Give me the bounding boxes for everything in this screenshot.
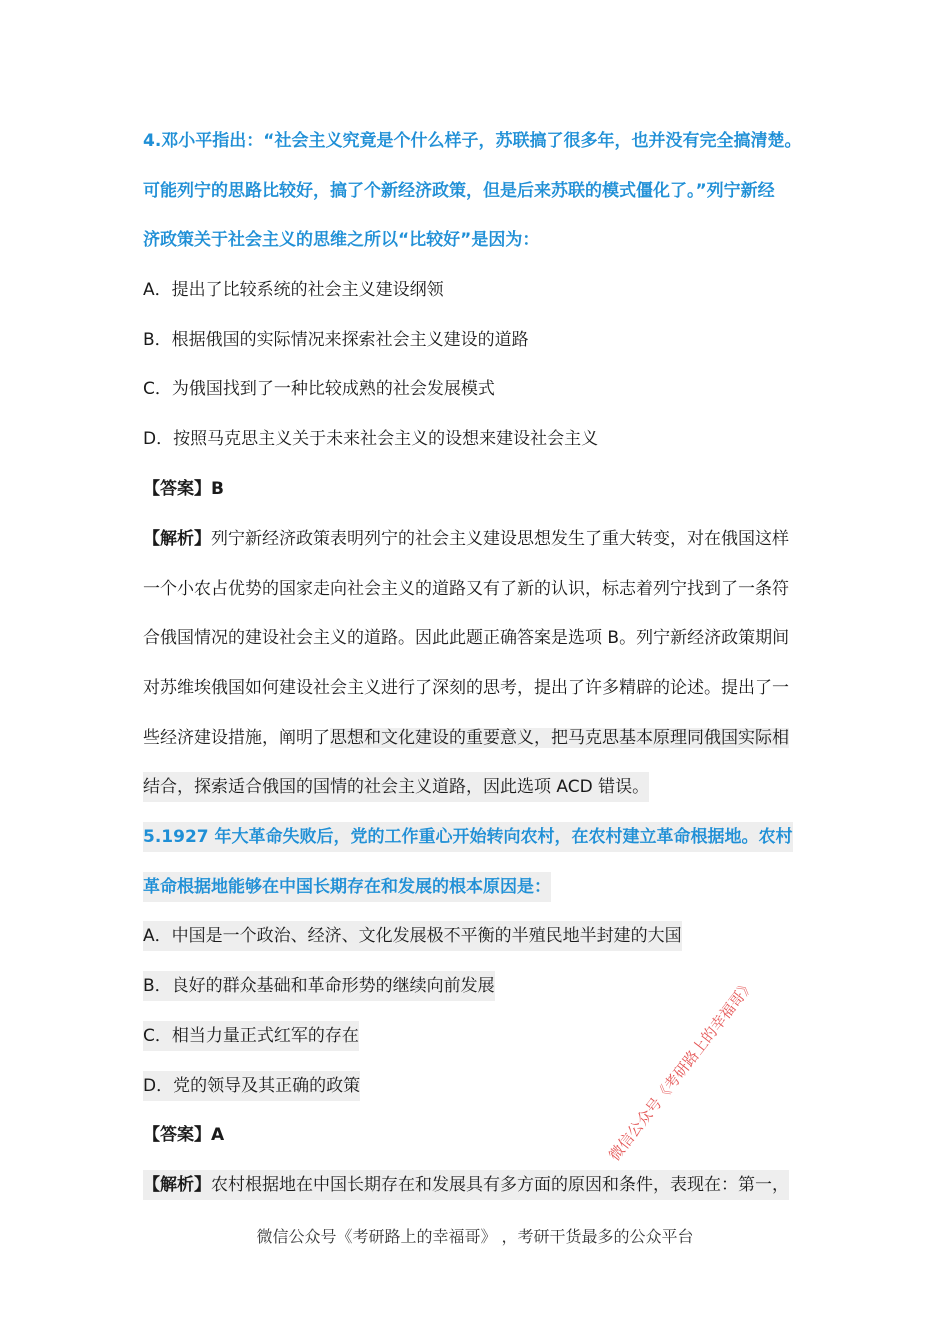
q5-option-c: C．相当力量正式红军的存在 bbox=[143, 1021, 359, 1051]
q5-answer-value: A bbox=[211, 1125, 225, 1145]
q4-stem-line-2: 可能列宁的思路比较好，搞了个新经济政策，但是后来苏联的模式僵化了。”列宁新经 bbox=[143, 181, 775, 201]
q5-option-d: D．党的领导及其正确的政策 bbox=[143, 1071, 360, 1101]
page-footer: 微信公众号《考研路上的幸福哥》 ，考研干货最多的公众平台 bbox=[256, 1227, 694, 1246]
q4-analysis-line-6: 结合，探索适合俄国的国情的社会主义道路，因此选项 ACD 错误。 bbox=[143, 772, 649, 802]
q4-option-c: C．为俄国找到了一种比较成熟的社会发展模式 bbox=[143, 379, 495, 399]
q4-answer-value: B bbox=[211, 479, 224, 499]
q4-option-d: D．按照马克思主义关于未来社会主义的设想来建设社会主义 bbox=[143, 429, 599, 449]
q4-analysis-line-5 bbox=[143, 723, 789, 753]
q5-stem-line-1: 5.1927 年大革命失败后，党的工作重心开始转向农村，在农村建立革命根据地。农村 bbox=[143, 822, 793, 852]
q4-option-b: B．根据俄国的实际情况来探索社会主义建设的道路 bbox=[143, 330, 529, 350]
q4-analysis-text-1: 列宁新经济政策表明列宁的社会主义建设思想发生了重大转变，对在俄国这样 bbox=[211, 529, 789, 549]
q5-stem-line-2: 革命根据地能够在中国长期存在和发展的根本原因是： bbox=[143, 872, 551, 902]
q5-option-b: B．良好的群众基础和革命形势的继续向前发展 bbox=[143, 971, 495, 1001]
q5-analysis-line-1 bbox=[143, 1170, 789, 1200]
q4-analysis-text-5b: 思想和文化建设的重要意义，把马克思基本原理同俄国实际相 bbox=[330, 728, 789, 748]
q4-analysis-label: 【解析】 bbox=[143, 529, 211, 549]
q4-stem-line-1: 4.邓小平指出：“社会主义究竟是个什么样子，苏联搞了很多年，也并没有完全搞清楚。 bbox=[143, 131, 802, 151]
q5-option-a: A．中国是一个政治、经济、文化发展极不平衡的半殖民地半封建的大国 bbox=[143, 921, 682, 951]
q4-analysis-text-5a: 些经济建设措施，阐明了 bbox=[143, 728, 330, 748]
q4-answer bbox=[143, 474, 224, 504]
q4-analysis-line-4: 对苏维埃俄国如何建设社会主义进行了深刻的思考，提出了许多精辟的论述。提出了一 bbox=[143, 678, 789, 698]
q5-answer-label: 【答案】 bbox=[143, 1125, 211, 1145]
q4-analysis-line-2: 一个小农占优势的国家走向社会主义的道路又有了新的认识，标志着列宁找到了一条符 bbox=[143, 579, 789, 599]
q5-analysis-label: 【解析】 bbox=[143, 1175, 211, 1195]
q4-option-a: A．提出了比较系统的社会主义建设纲领 bbox=[143, 280, 444, 300]
q4-analysis-line-1 bbox=[143, 524, 789, 554]
q5-analysis-text-1: 农村根据地在中国长期存在和发展具有多方面的原因和条件，表现在：第一， bbox=[211, 1175, 789, 1195]
q5-answer bbox=[143, 1120, 224, 1150]
q4-answer-label: 【答案】 bbox=[143, 479, 211, 499]
watermark-stamp: 微信公众号《考研路上的幸福哥》 bbox=[605, 975, 759, 1165]
q4-analysis-line-3: 合俄国情况的建设社会主义的道路。因此此题正确答案是选项 B。列宁新经济政策期间 bbox=[143, 628, 790, 648]
q4-stem-line-3: 济政策关于社会主义的思维之所以“比较好”是因为： bbox=[143, 230, 540, 250]
